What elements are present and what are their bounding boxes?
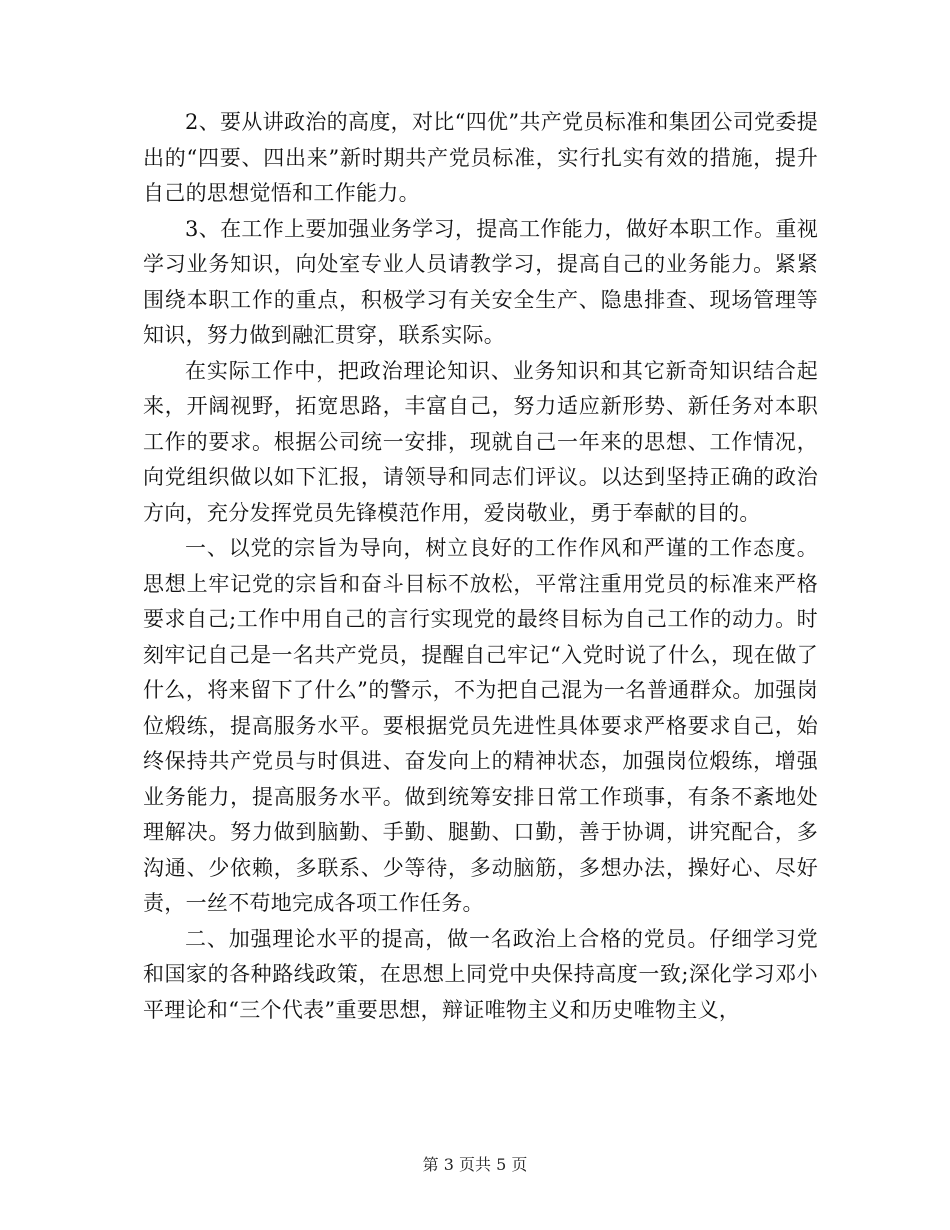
- paragraph: 2、要从讲政治的高度，对比“四优”共产党员标准和集团公司党委提出的“四要、四出来”新时期共产党员标准，实行扎实有效的措施，提升自己的思想觉悟和工作能力。: [143, 110, 818, 205]
- paragraph: 在实际工作中，把政治理论知识、业务知识和其它新奇知识结合起来，开阔视野，拓宽思路，丰富自己，努力适应新形势、新任务对本职工作的要求。根据公司统一安排，现就自己一年来的思想、工作情况，向党组织做以如下汇报，请领导和同志们评议。以达到坚持正确的政治方向，充分发挥党员先锋模范作用，爱岗敬业，勇于奉献的目的。: [143, 358, 818, 525]
- paragraph: 二、加强理论水平的提高，做一名政治上合格的党员。仔细学习党和国家的各种路线政策，在思想上同党中央保持高度一致;深化学习邓小平理论和“三个代表”重要思想，辩证唯物主义和历史唯物主义，: [143, 926, 818, 1022]
- page-number: 第 3 页共 5 页: [422, 1155, 528, 1174]
- paragraph: 一、以党的宗旨为导向，树立良好的工作作风和严谨的工作态度。思想上牢记党的宗旨和奋斗目标不放松，平常注重用党员的标准来严格要求自己;工作中用自己的言行实现党的最终目标为自己工作的动力。时刻牢记自己是一名共产党员，提醒自己牢记“入党时说了什么，现在做了什么，将来留下了什么”的警示，不为把自己混为一名普通群众。加强岗位煅练，提高服务水平。要根据党员先进性具体要求严格要求自己，始终保持共产党员与时俱进、奋发向上的精神状态，加强岗位煅练，增强业务能力，提高服务水平。做到统筹安排日常工作琐事，有条不紊地处理解决。努力做到脑勤、手勤、腿勤、口勤，善于协调，讲究配合，多沟通、少依赖，多联系、少等待，多动脑筋，多想办法，操好心、尽好责，一丝不苟地完成各项工作任务。: [143, 536, 818, 915]
- paragraph: 3、在工作上要加强业务学习，提高工作能力，做好本职工作。重视学习业务知识，向处室专业人员请教学习，提高自己的业务能力。紧紧围绕本职工作的重点，积极学习有关安全生产、隐患排查、现场管理等知识，努力做到融汇贯穿，联系实际。: [143, 216, 818, 347]
- document-body: [143, 105, 818, 1028]
